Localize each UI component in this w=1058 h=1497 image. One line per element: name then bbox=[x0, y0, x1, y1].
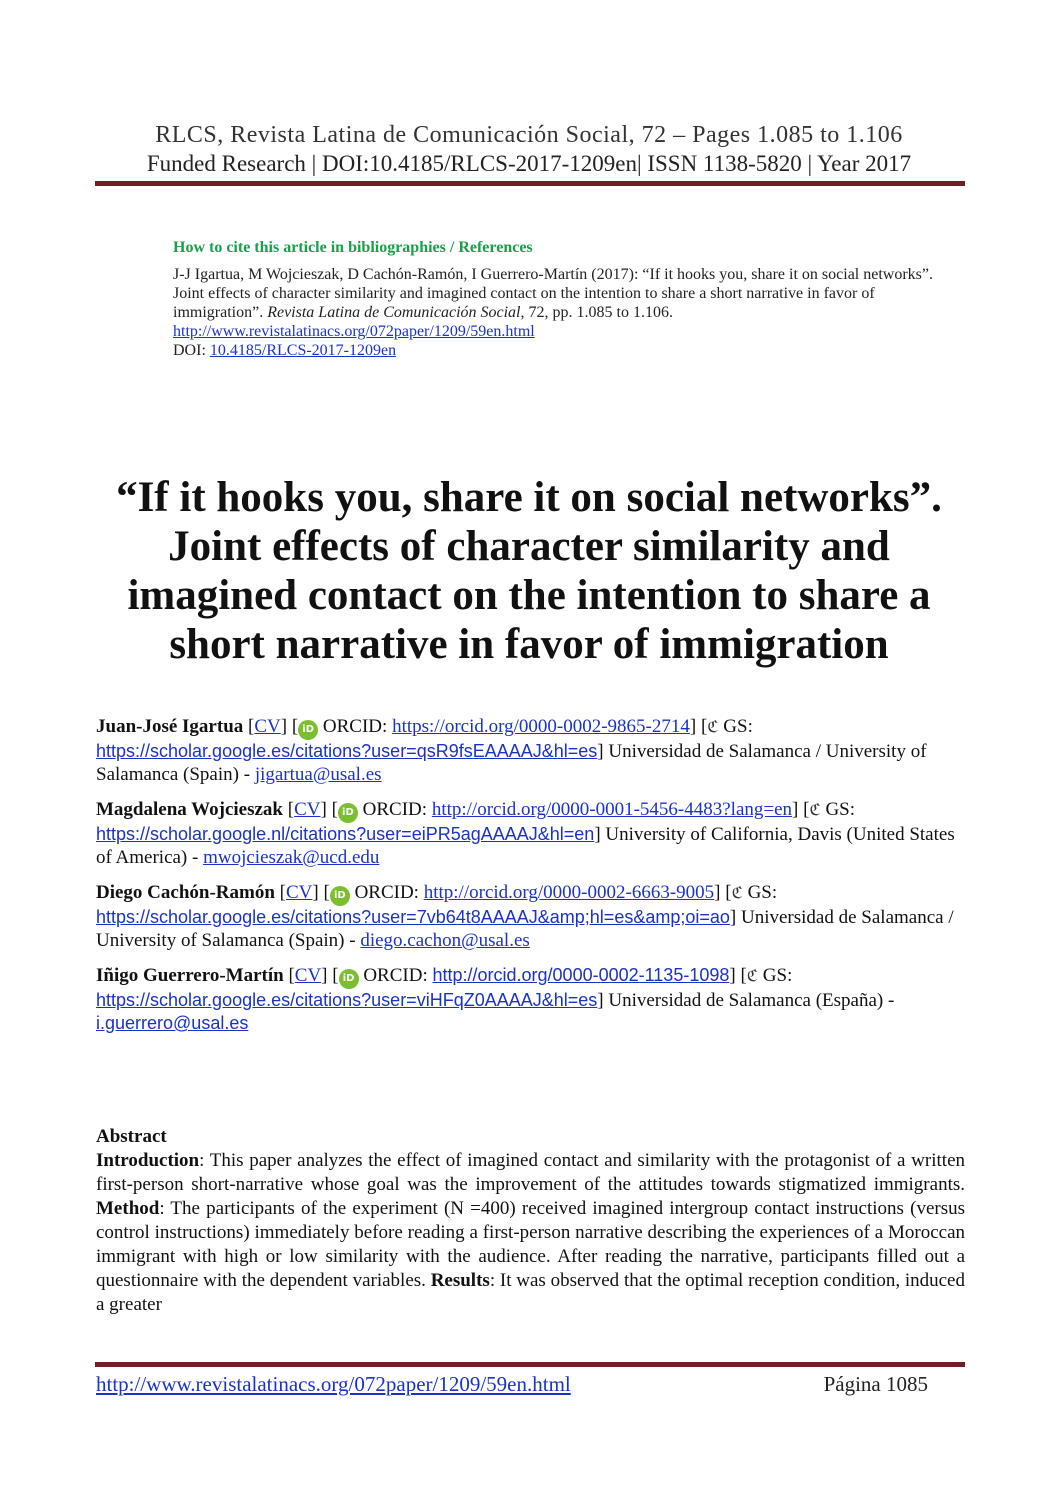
email-link[interactable]: mwojcieszak@ucd.edu bbox=[203, 847, 380, 868]
google-scholar-link[interactable]: https://scholar.google.es/citations?user=viHFqZ0AAAAJ&hl=es bbox=[96, 990, 598, 1010]
results-text: : It was observed that the optimal reception condition, induced a greater bbox=[96, 1270, 965, 1315]
google-scholar-icon: ℭ bbox=[746, 966, 759, 985]
citation-authors-title: J-J Igartua, M Wojcieszak, D Cachón-Ramón, I Guerrero-Martín (2017): “If it hooks you, share it on social networks”. Joint effects of character similarity and imagined contact on the intention to share a short narrative in favor of immigration”. bbox=[173, 266, 933, 321]
method-label: Method bbox=[96, 1198, 160, 1219]
gs-label: GS: bbox=[762, 965, 793, 986]
author-name: Magdalena Wojcieszak bbox=[96, 799, 284, 820]
abstract-section bbox=[96, 1125, 965, 1317]
footer-rule bbox=[95, 1362, 965, 1367]
title-line: short narrative in favor of immigration bbox=[169, 621, 889, 668]
method-text: : The participants of the experiment (N =400) received imagined intergroup contact instructions (versus control instructions) immediately before reading a first-person narrative describing the experiences of a Moroccan immigrant with high or low similarity with the audience. After reading the narrative, participants filled out a questionnaire with the dependent variables. bbox=[96, 1198, 965, 1291]
orcid-link[interactable]: http://orcid.org/0000-0002-1135-1098 bbox=[432, 965, 730, 985]
title-line: “If it hooks you, share it on social networks”. bbox=[116, 474, 942, 521]
orcid-link[interactable]: http://orcid.org/0000-0002-6663-9005 bbox=[423, 882, 715, 903]
cv-link[interactable]: CV bbox=[286, 882, 313, 903]
orcid-label: ORCID: bbox=[363, 965, 433, 986]
footer-url-link[interactable]: http://www.revistalatinacs.org/072paper/1209/59en.html bbox=[96, 1372, 571, 1396]
page-number: Página 1085 bbox=[823, 1372, 928, 1396]
citation-box bbox=[173, 238, 953, 360]
citation-pages: , 72, pp. 1.085 to 1.106. bbox=[520, 304, 673, 321]
author-entry: Iñigo Guerrero-Martín [CV] [ iD ORCID: http://orcid.org/0000-0002-1135-1098] [ℭ GS: https://scholar.google.es/citations?user=viHFqZ0AAAAJ&hl=es] Universidad de Salamanca (España) - i.guerrero@usal.es bbox=[96, 965, 895, 1033]
gs-label: GS: bbox=[825, 799, 856, 820]
intro-text: : This paper analyzes the effect of imagined contact and similarity with the protagonist of a written first-person short-narrative whose goal was the improvement of the attitudes towards stigmatized immigrants. bbox=[96, 1150, 965, 1195]
orcid-label: ORCID: bbox=[362, 799, 432, 820]
page-footer bbox=[96, 1372, 928, 1397]
author-entry: Juan-José Igartua [CV] [ iD ORCID: https://orcid.org/0000-0002-9865-2714] [ℭ GS: https://scholar.google.es/citations?user=qsR9fsEAAAAJ&hl=es] Universidad de Salamanca / University of Salamanca (Spain) - jigartua@usal.es bbox=[96, 716, 927, 785]
author-entry: Magdalena Wojcieszak [CV] [ iD ORCID: http://orcid.org/0000-0001-5456-4483?lang=en] [ℭ GS: https://scholar.google.nl/citations?user=eiPR5agAAAAJ&hl=en] University of California, Davis (United States of America) - mwojcieszak@ucd.edu bbox=[96, 799, 955, 868]
title-line: imagined contact on the intention to share a bbox=[127, 572, 931, 619]
author-name: Iñigo Guerrero-Martín bbox=[96, 965, 284, 986]
cv-link[interactable]: CV bbox=[294, 799, 321, 820]
running-header bbox=[95, 120, 963, 178]
affiliation: Universidad de Salamanca / University of Salamanca (Spain) - bbox=[96, 741, 927, 785]
author-entry: Diego Cachón-Ramón [CV] [ iD ORCID: http://orcid.org/0000-0002-6663-9005] [ℭ GS: https://scholar.google.es/citations?user=7vb64t8AAAAJ&amp;hl=es&amp;oi=ao] Universidad de Salamanca / University of Salamanca (Spain) - diego.cachon@usal.es bbox=[96, 882, 954, 951]
google-scholar-icon: ℭ bbox=[809, 800, 821, 819]
orcid-icon: iD bbox=[298, 720, 318, 740]
author-name: Diego Cachón-Ramón bbox=[96, 882, 275, 903]
header-rule bbox=[95, 181, 965, 186]
author-name: Juan-José Igartua bbox=[96, 716, 244, 737]
cv-link[interactable]: CV bbox=[254, 716, 281, 737]
title-line: Joint effects of character similarity and bbox=[168, 523, 890, 570]
email-link[interactable]: diego.cachon@usal.es bbox=[360, 930, 530, 951]
google-scholar-icon: ℭ bbox=[707, 717, 719, 736]
citation-journal: Revista Latina de Comunicación Social bbox=[267, 304, 521, 321]
google-scholar-icon: ℭ bbox=[731, 883, 743, 902]
doi-label: DOI: bbox=[173, 342, 210, 359]
author-list bbox=[96, 715, 965, 1047]
intro-label: Introduction bbox=[96, 1150, 200, 1171]
email-link[interactable]: i.guerrero@usal.es bbox=[96, 1013, 249, 1033]
orcid-label: ORCID: bbox=[322, 716, 393, 737]
affiliation: Universidad de Salamanca (España) - bbox=[608, 990, 895, 1011]
paper-title bbox=[95, 473, 963, 669]
google-scholar-link[interactable]: https://scholar.google.nl/citations?user=eiPR5agAAAAJ&hl=en bbox=[96, 824, 595, 844]
citation-url-link[interactable]: http://www.revistalatinacs.org/072paper/1209/59en.html bbox=[173, 323, 535, 340]
gs-label: GS: bbox=[723, 716, 753, 737]
abstract-title: Abstract bbox=[96, 1126, 167, 1147]
gs-label: GS: bbox=[747, 882, 778, 903]
citation-heading: How to cite this article in bibliographies / References bbox=[173, 239, 533, 256]
orcid-icon: iD bbox=[330, 886, 350, 906]
doi-line: Funded Research | DOI:10.4185/RLCS-2017-1209en| ISSN 1138-5820 | Year 2017 bbox=[146, 151, 912, 176]
doi-link[interactable]: 10.4185/RLCS-2017-1209en bbox=[209, 342, 397, 359]
results-label: Results bbox=[430, 1270, 490, 1291]
google-scholar-link[interactable]: https://scholar.google.es/citations?user=qsR9fsEAAAAJ&hl=es bbox=[96, 741, 598, 761]
orcid-link[interactable]: http://orcid.org/0000-0001-5456-4483?lang=en bbox=[431, 799, 793, 820]
email-link[interactable]: jigartua@usal.es bbox=[254, 764, 382, 785]
orcid-icon: iD bbox=[338, 803, 358, 823]
abstract-body bbox=[96, 1149, 965, 1317]
affiliation: Universidad de Salamanca / University of Salamanca (Spain) - bbox=[96, 907, 954, 951]
orcid-icon: iD bbox=[339, 969, 359, 989]
journal-line: RLCS, Revista Latina de Comunicación Social, 72 – Pages 1.085 to 1.106 bbox=[155, 122, 903, 148]
google-scholar-link[interactable]: https://scholar.google.es/citations?user=7vb64t8AAAAJ&amp;hl=es&amp;oi=ao bbox=[96, 907, 730, 927]
orcid-label: ORCID: bbox=[354, 882, 424, 903]
orcid-link[interactable]: https://orcid.org/0000-0002-9865-2714 bbox=[392, 716, 690, 737]
citation-text bbox=[173, 265, 953, 322]
cv-link[interactable]: CV bbox=[294, 965, 322, 986]
affiliation: University of California, Davis (United States of America) - bbox=[96, 824, 955, 868]
